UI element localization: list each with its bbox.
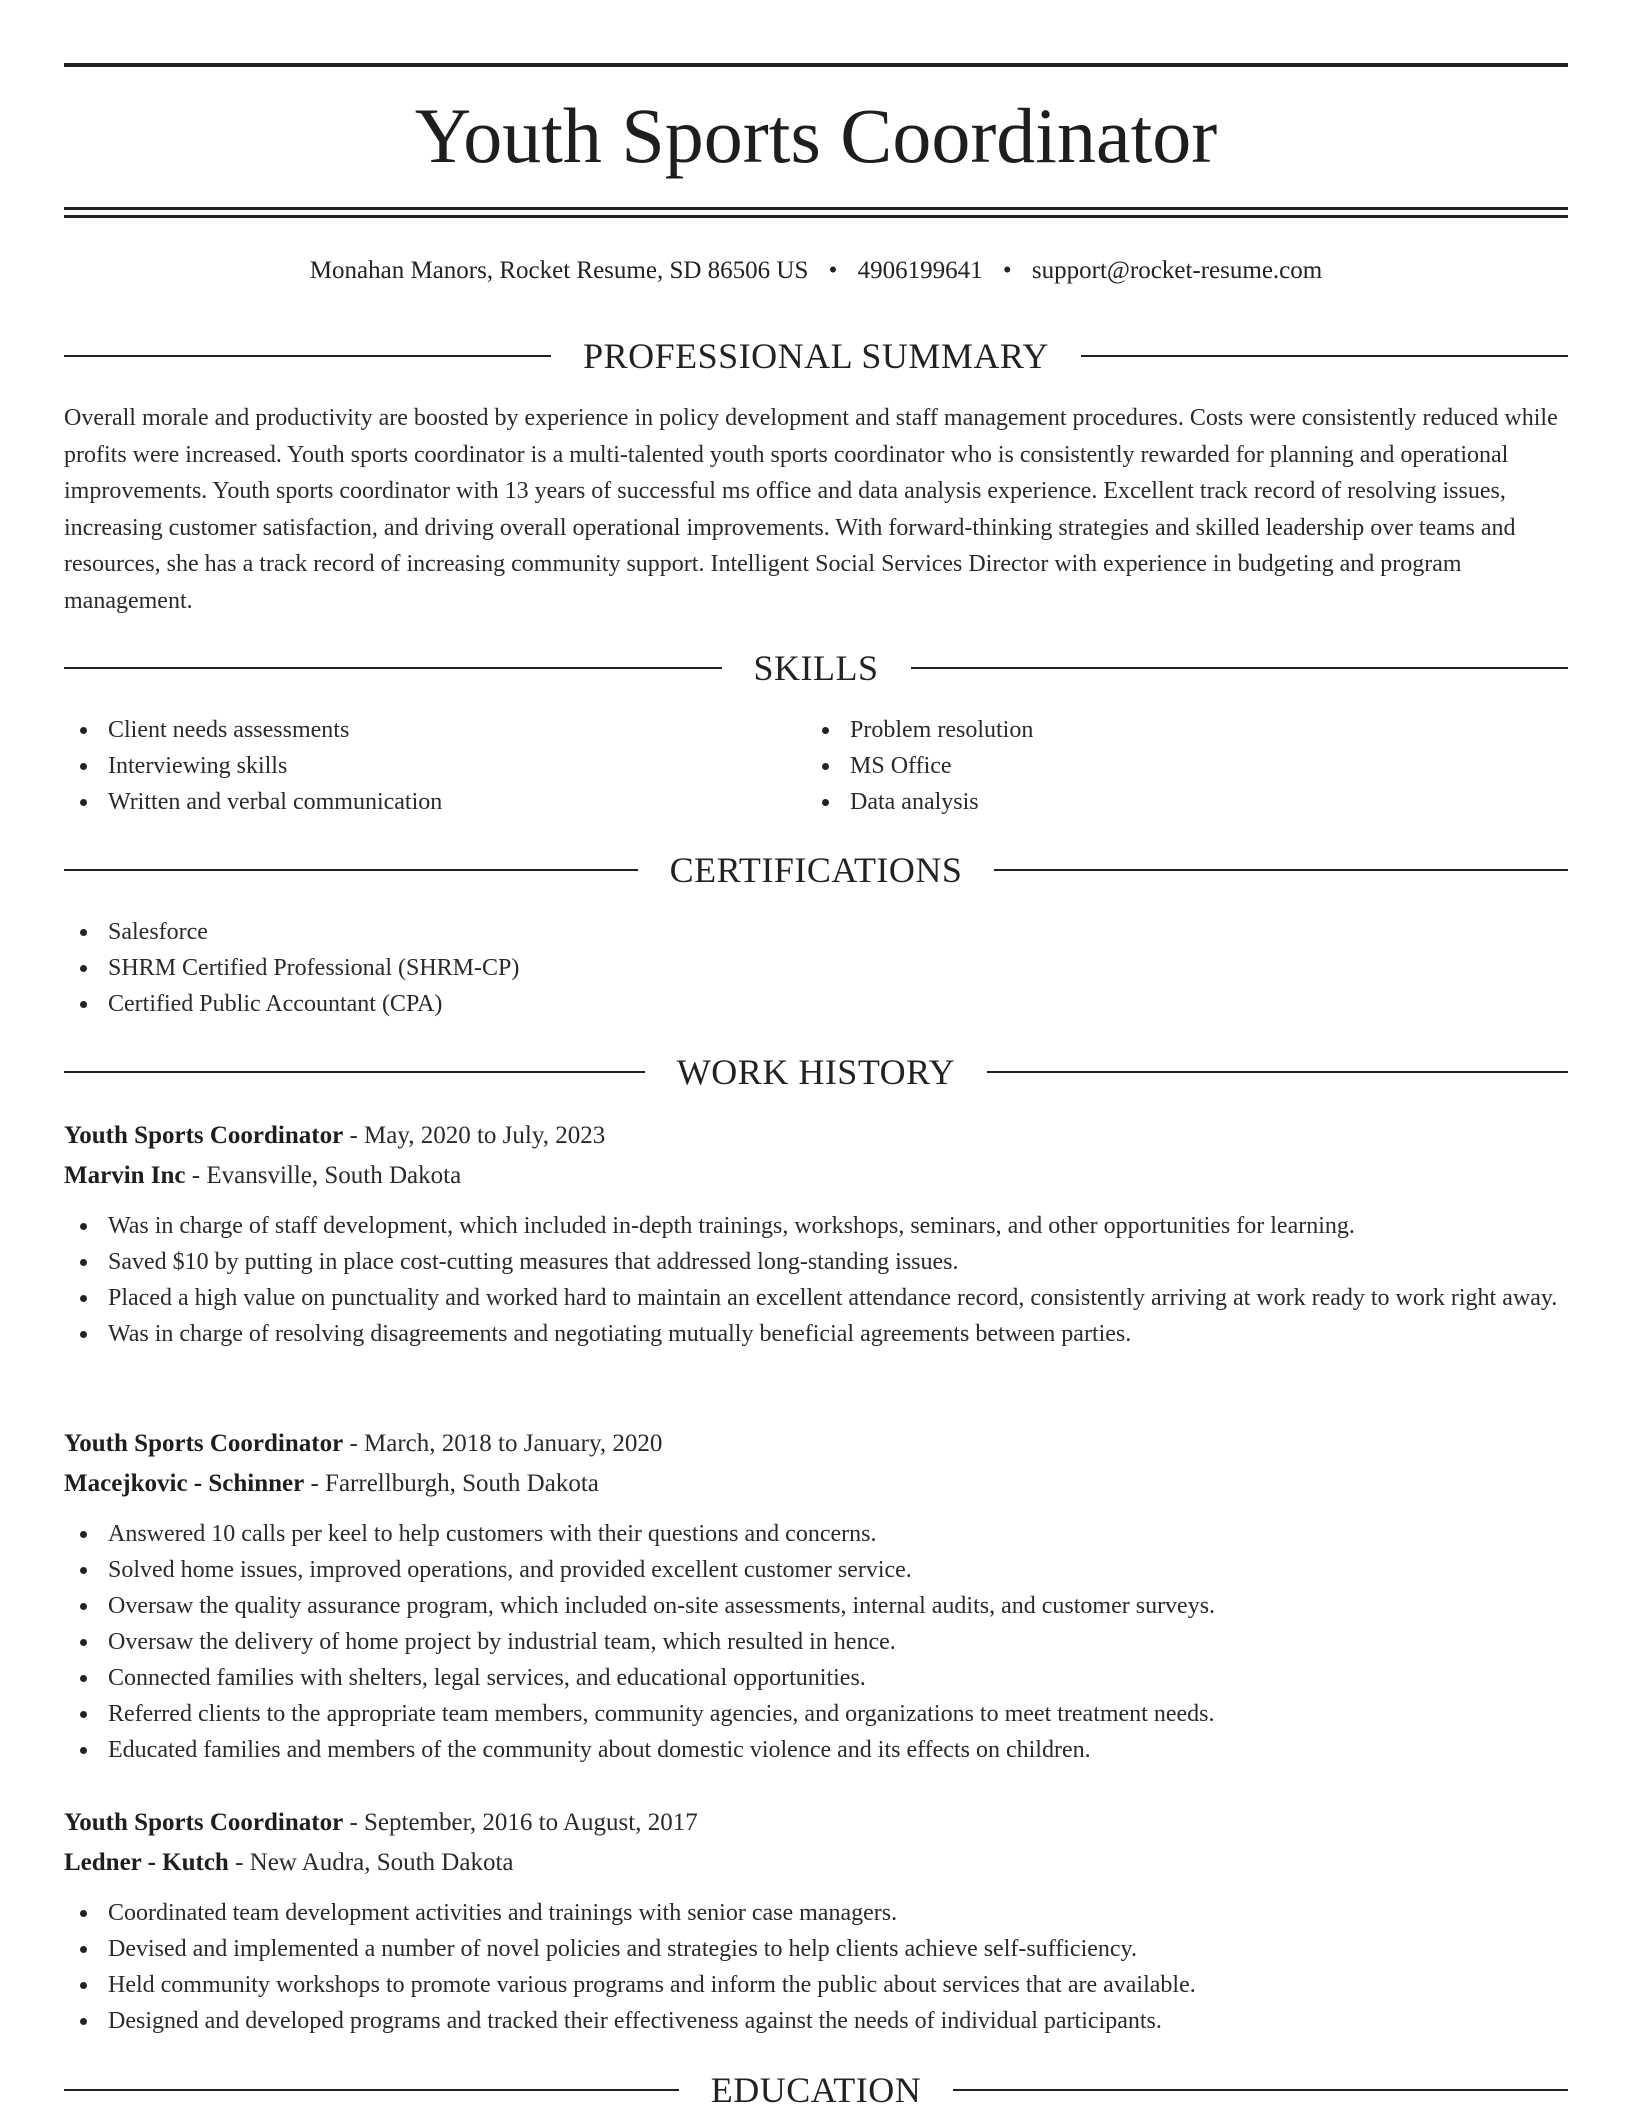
skill-item: Client needs assessments — [64, 712, 804, 748]
heading-rule — [64, 355, 551, 357]
section-heading-summary — [64, 334, 1568, 378]
job-duties-list — [64, 1208, 1568, 1352]
summary-text: Overall morale and productivity are boosted by experience in policy development and staff management procedures. Costs were consistently reduced while profits were increased. Youth sports coordinator is a multi-talented youth sports coordinator who is consistently rewarded for planning and operational improvements. Youth sports coordinator with 13 years of successful ms office and data analysis experience. Excellent track record of resolving issues, increasing customer satisfaction, and driving overall operational improvements. With forward-thinking strategies and skilled leadership over teams and resources, she has a track record of increasing community support. Intelligent Social Services Director with experience in budgeting and program management. — [64, 405, 1558, 614]
contact-separator: • — [1002, 257, 1012, 284]
certifications-list — [64, 914, 1568, 1022]
section-title: PROFESSIONAL SUMMARY — [583, 336, 1049, 376]
top-rule — [64, 63, 1568, 67]
job-location: - New Audra, South Dakota — [228, 1849, 514, 1876]
section-title: CERTIFICATIONS — [669, 850, 963, 890]
heading-rule — [911, 667, 1569, 669]
job-duty-item: Connected families with shelters, legal services, and educational opportunities. — [64, 1660, 1568, 1696]
contact-line — [64, 255, 1568, 287]
section-heading-certifications — [64, 848, 1568, 892]
job-dates: - September, 2016 to August, 2017 — [343, 1809, 698, 1836]
contact-phone: 4906199641 — [857, 257, 983, 284]
certification-item: Salesforce — [64, 914, 1568, 950]
heading-rule — [64, 2089, 679, 2091]
heading-rule — [987, 1071, 1568, 1073]
contact-separator: • — [828, 257, 838, 284]
job-duty-item: Solved home issues, improved operations, and provided excellent customer service. — [64, 1552, 1568, 1588]
heading-rule — [1081, 355, 1568, 357]
skills-list-left — [64, 712, 804, 820]
job-dates: - March, 2018 to January, 2020 — [343, 1430, 663, 1457]
job-duty-item: Coordinated team development activities and trainings with senior case managers. — [64, 1895, 1568, 1931]
job-duty-item: Educated families and members of the community about domestic violence and its effects on children. — [64, 1732, 1568, 1768]
job-duty-item: Referred clients to the appropriate team members, community agencies, and organizations to meet treatment needs. — [64, 1696, 1568, 1732]
job-company: Macejkovic - Schinner — [64, 1470, 305, 1497]
section-heading-work-history — [64, 1050, 1568, 1094]
job-duty-item: Placed a high value on punctuality and worked hard to maintain an excellent attendance record, consistently arriving at work ready to work right away. — [64, 1280, 1568, 1316]
job-company-line — [64, 1464, 1568, 1504]
certification-item: Certified Public Accountant (CPA) — [64, 986, 1568, 1022]
job-duty-item: Devised and implemented a number of novel policies and strategies to help clients achieve self-sufficiency. — [64, 1931, 1568, 1967]
skill-item: MS Office — [806, 748, 1546, 784]
job-entry — [64, 1424, 1568, 1768]
job-entry — [64, 1803, 1568, 2039]
job-title: Youth Sports Coordinator — [64, 1809, 344, 1836]
job-duties-list — [64, 1895, 1568, 2039]
section-heading-education — [64, 2068, 1568, 2112]
job-title: Youth Sports Coordinator — [64, 1122, 344, 1149]
job-duty-item: Held community workshops to promote various programs and inform the public about services that are available. — [64, 1967, 1568, 2003]
job-company: Marvin Inc — [64, 1162, 186, 1189]
job-title-line — [64, 1424, 1568, 1464]
certification-item: SHRM Certified Professional (SHRM-CP) — [64, 950, 1568, 986]
job-duty-item: Oversaw the delivery of home project by industrial team, which resulted in hence. — [64, 1624, 1568, 1660]
job-duty-item: Designed and developed programs and tracked their effectiveness against the needs of individual participants. — [64, 2003, 1568, 2039]
job-duty-item: Oversaw the quality assurance program, which included on-site assessments, internal audits, and customer surveys. — [64, 1588, 1568, 1624]
section-title: WORK HISTORY — [676, 1052, 956, 1092]
job-company-line — [64, 1843, 1568, 1883]
heading-rule — [64, 869, 638, 871]
page-title: Youth Sports Coordinator — [414, 92, 1218, 179]
job-duty-item: Answered 10 calls per keel to help customers with their questions and concerns. — [64, 1516, 1568, 1552]
job-dates: - May, 2020 to July, 2023 — [343, 1122, 606, 1149]
skill-item: Interviewing skills — [64, 748, 804, 784]
job-duty-item: Saved $10 by putting in place cost-cutting measures that addressed long-standing issues. — [64, 1244, 1568, 1280]
job-duty-item: Was in charge of staff development, which included in-depth trainings, workshops, seminars, and other opportunities for learning. — [64, 1208, 1568, 1244]
skills-list-right — [806, 712, 1546, 820]
skill-item: Data analysis — [806, 784, 1546, 820]
job-entry — [64, 1116, 1568, 1352]
job-duty-item: Was in charge of resolving disagreements and negotiating mutually beneficial agreements between parties. — [64, 1316, 1568, 1352]
section-heading-skills — [64, 646, 1568, 690]
job-title: Youth Sports Coordinator — [64, 1430, 344, 1457]
section-title: SKILLS — [753, 648, 879, 688]
job-location: - Evansville, South Dakota — [185, 1162, 462, 1189]
job-title-line — [64, 1803, 1568, 1843]
heading-rule — [953, 2089, 1568, 2091]
contact-email: support@rocket-resume.com — [1031, 257, 1323, 284]
contact-address: Monahan Manors, Rocket Resume, SD 86506 US — [309, 257, 809, 284]
job-title-line — [64, 1116, 1568, 1156]
job-company-line — [64, 1156, 1568, 1196]
section-title: EDUCATION — [710, 2070, 922, 2110]
skill-item: Problem resolution — [806, 712, 1546, 748]
heading-rule — [64, 667, 722, 669]
title-rule-upper — [64, 207, 1568, 210]
job-location: - Farrellburgh, South Dakota — [304, 1470, 599, 1497]
job-company: Ledner - Kutch — [64, 1849, 229, 1876]
job-duties-list — [64, 1516, 1568, 1768]
heading-rule — [64, 1071, 645, 1073]
heading-rule — [994, 869, 1568, 871]
skill-item: Written and verbal communication — [64, 784, 804, 820]
title-rule-lower — [64, 215, 1568, 218]
